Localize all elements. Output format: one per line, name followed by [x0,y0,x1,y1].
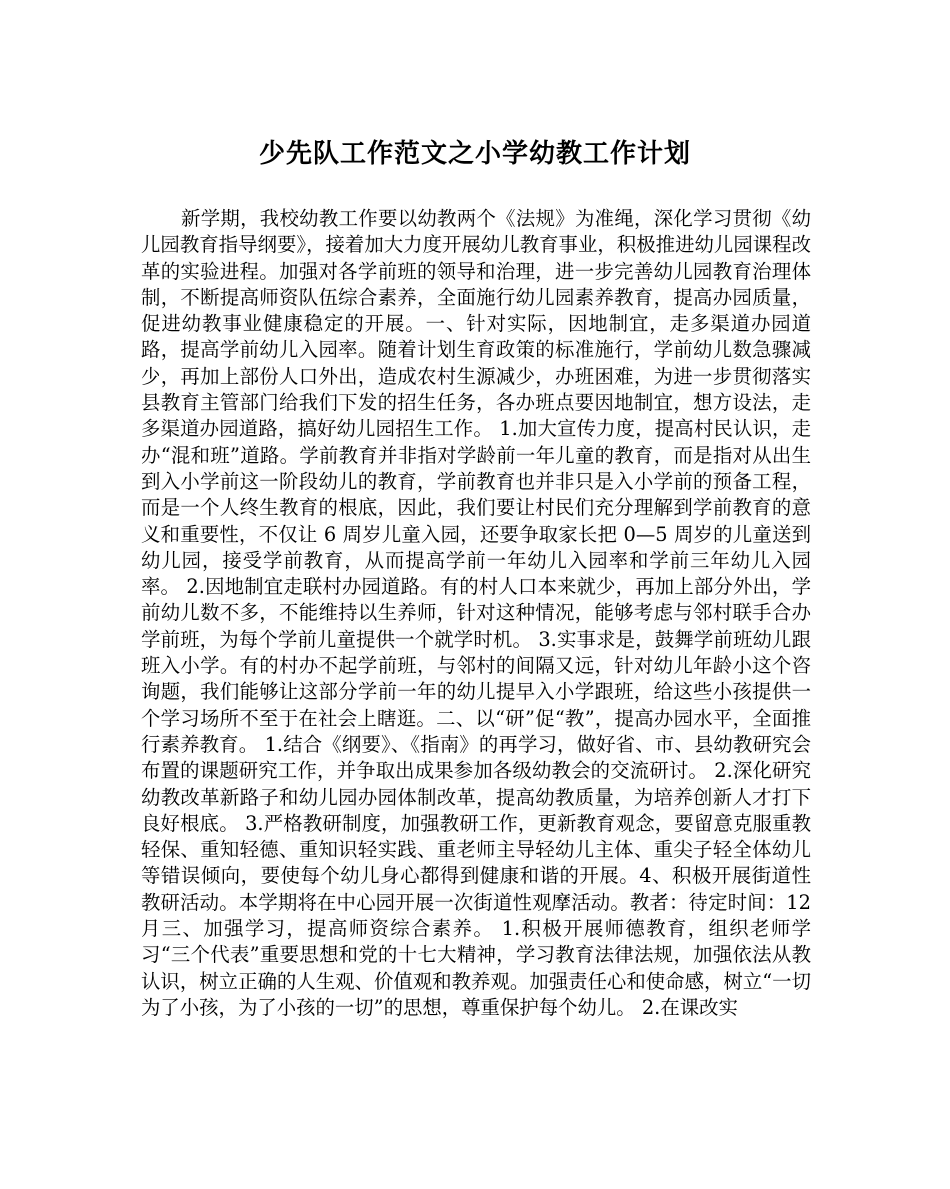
document-body-paragraph: 新学期，我校幼教工作要以幼教两个《法规》为准绳，深化学习贯彻《幼儿园教育指导纲要》，接着加大力度开展幼儿教育事业，积极推进幼儿园课程改革的实验进程。加强对各学前班的领导和治理，进一步完善幼儿园教育治理体制，不断提高师资队伍综合素养，全面施行幼儿园素养教育，提高办园质量，促进幼教事业健康稳定的开展。一、针对实际，因地制宜，走多渠道办园道路，提高学前幼儿入园率。随着计划生育政策的标准施行，学前幼儿数急骤减少，再加上部份人口外出，造成农村生源减少，办班困难，为进一步贯彻落实县教育主管部门给我们下发的招生任务，各办班点要因地制宜，想方设法，走多渠道办园道路，搞好幼儿园招生工作。 1.加大宣传力度，提高村民认识，走办“混和班”道路。学前教育并非指对学龄前一年儿童的教育，而是指对从出生到入小学前这一阶段幼儿的教育，学前教育也并非只是入小学前的预备工程，而是一个人终生教育的根底，因此，我们要让村民们充分理解到学前教育的意义和重要性，不仅让 6 周岁儿童入园，还要争取家长把 0—5 周岁的儿童送到幼儿园，接受学前教育，从而提高学前一年幼儿入园率和学前三年幼儿入园率。 2.因地制宜走联村办园道路。有的村人口本来就少，再加上部分外出，学前幼儿数不多，不能维持以生养师，针对这种情况，能够考虑与邻村联手合办学前班，为每个学前儿童提供一个就学时机。 3.实事求是，鼓舞学前班幼儿跟班入小学。有的村办不起学前班，与邻村的间隔又远，针对幼儿年龄小这个咨询题，我们能够让这部分学前一年的幼儿提早入小学跟班，给这些小孩提供一个学习场所不至于在社会上瞎逛。二、以“研”促“教”，提高办园水平，全面推行素养教育。 1.结合《纲要》、《指南》的再学习，做好省、市、县幼教研究会布置的课题研究工作，并争取出成果参加各级幼教会的交流研讨。 2.深化研究幼教改革新路子和幼儿园办园体制改革，提高幼教质量，为培养创新人才打下良好根底。 3.严格教研制度，加强教研工作，更新教育观念，要留意克服重教轻保、重知轻德、重知识轻实践、重老师主导轻幼儿主体、重尖子轻全体幼儿等错误倾向，要使每个幼儿身心都得到健康和谐的开展。4、积极开展街道性教研活动。本学期将在中心园开展一次街道性观摩活动。教者：待定时间：12 月三、加强学习，提高师资综合素养。 1.积极开展师德教育，组织老师学习“三个代表”重要思想和党的十七大精神，学习教育法律法规，加强依法从教认识，树立正确的人生观、价值观和教养观。加强责任心和使命感，树立“一切为了小孩，为了小孩的一切”的思想，尊重保护每个幼儿。 2.在课改实 [141,207,811,1019]
document-title: 少先队工作范文之小学幼教工作计划 [258,139,691,169]
